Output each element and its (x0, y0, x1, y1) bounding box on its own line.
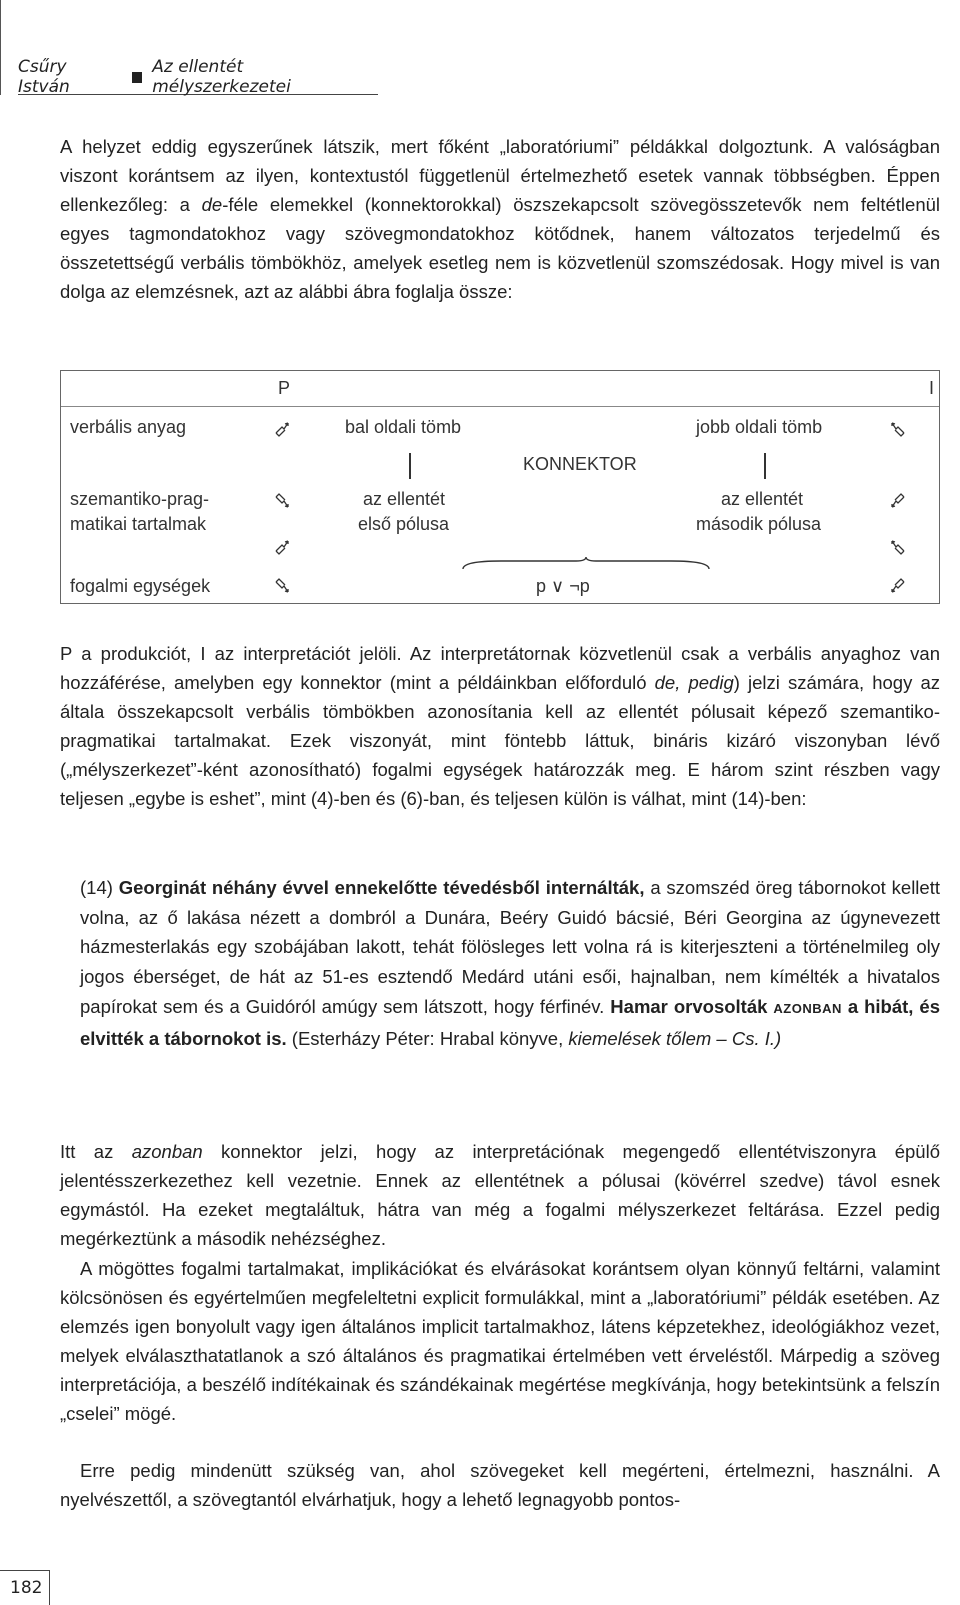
intro-text-1: A helyzet eddig egyszerűnek látszik, mert főként „laboratóriumi” példákkal dolgoztunk. A valóságban viszont korántsem az ilyen, kontextustól függetlenül értelmezhető esetek vannak többségben. Éppen ellenkezőleg: a (60, 136, 940, 215)
diagram-verbal-material: verbális anyag (70, 417, 187, 437)
explain-text-1: P a produkciót, I az interpretációt jelöli. Az interpretátornak közvetlenül csak a verbális anyaghoz van hozzáférése, amelyben egy konnektor (mint a példáinkban előforduló (60, 643, 940, 693)
after-text-2: konnektor jelzi, hogy az interpretációnak megengedő ellentétviszonyra épülő jelentésszerkezethez kell vezetnie. Ennek az ellentétnek a pólusai (kövérrel szedve) távol esnek egymástól. Ha ezeket megtaláltuk, hátra van még a fogalmi mélyszerkezet feltárása. Ezzel pedig megérkeztünk a második nehézséghez. (60, 1141, 940, 1249)
right-connector-line (764, 453, 766, 479)
page-number-box (0, 1570, 50, 1605)
diagram-pole2-line2: második pólusa (696, 514, 822, 534)
example-14 (80, 873, 940, 1053)
pointing-hand-up-icon (887, 491, 907, 511)
after-paragraph-1 (60, 1138, 940, 1254)
diagram-connector: KONNEKTOR (523, 454, 637, 474)
diagram-pole1-line1: az ellentét (363, 489, 446, 509)
diagram-semprag-line1: szemantiko-prag- (70, 489, 210, 509)
example-italic: kiemelések tőlem – Cs. I.) (568, 1027, 782, 1049)
example-bold-1: Georginát néhány évvel ennekelőtte tévedésből internálták, (118, 877, 645, 898)
intro-paragraph (60, 133, 940, 306)
example-text-1: a szomszéd öreg tábornokot kellett volna, az ő lakása nézett a dombról a Dunára, Beéry Guidó bácsié, Béri Georgina az úgynevezett házmesterlakás egy szobájában lakott, tehát fölösleges lett volna rá is kiterjeszteni a történelmileg oly jogos éberséget, de hát az 51-es esztendő Medárd utáni esői, hajnalban, nem kímélték a hivatalos papírokat sem és a Guidóról amúgy sem látszott, hogy férfinév. (80, 877, 940, 1017)
diagram-i-label: I (929, 378, 935, 398)
example-number: (14) (80, 877, 119, 898)
pointing-hand-up-icon (887, 576, 907, 596)
after-paragraph-2: A mögöttes fogalmi tartalmakat, implikációkat és elvárásokat korántsem olyan könnyű feltárni, valamint kölcsönösen és egyértelműen megfeleltetni explicit formulákkal, mint a „laboratóriumi” példák esetében. Az elemzés igen bonyolult vagy igen általános implicit tartalmakhoz, látens képzetekhez, ideológiákhoz vezet, melyek elválaszthatatlanok a szó általános és pragmatikai értelmében vett érveléstől. Márpedig a szöveg interpretációja, a beszélő indítékainak és szándékainak megértése megkívánja, hogy betekintsünk a felszín „cselei” mögé. (60, 1258, 940, 1424)
intro-text-2: -féle elemekkel (konnektorokkal) öszszekapcsolt szövegösszetevők nem feltétlenül egyes tagmondatokhoz vagy szövegmondatokhoz kötődnek, hanem változatos terjedelmű és összetettségű verbális tömbökhöz, amelyek esetleg nem is közvetlenül szomszédosak. Hogy mivel is van dolga az elemzésnek, azt az alábbi ábra foglalja össze: (60, 193, 941, 302)
explain-italic: de, pedig (654, 671, 734, 693)
example-bold-3: a hibát, és elvitték a tábornokot is. (80, 995, 940, 1049)
running-header (18, 57, 378, 97)
diagram (60, 370, 940, 604)
example-text-2: (Esterházy Péter: Hrabal könyve, (286, 1027, 569, 1049)
example-smallcaps: AZONBAN (773, 1000, 842, 1016)
pointing-hand-up-icon (273, 491, 293, 511)
diagram-left-block: bal oldali tömb (345, 417, 462, 437)
margin-line (0, 0, 1, 95)
diagram-concept-units: fogalmi egységek (70, 576, 211, 596)
explanation-paragraph (60, 640, 940, 813)
intro-de: de (201, 193, 223, 215)
after-paragraph-3: Erre pedig mindenütt szükség van, ahol szövegeket kell megérteni, értelmezni, használni. A nyelvészettől, a szövegtantól elvárhatjuk, hogy a lehető legnagyobb pontos- (60, 1460, 940, 1510)
pointing-hand-down-icon (273, 537, 293, 557)
after-text-1: Itt az (60, 1141, 132, 1162)
left-connector-line (409, 453, 411, 479)
diagram-pole1-line2: első pólusa (358, 514, 450, 534)
header-title: Az ellentét mélyszerkezetei (152, 57, 291, 97)
header-author: Csűry István (18, 57, 70, 97)
pointing-hand-down-icon (887, 419, 907, 439)
pointing-hand-down-icon (887, 537, 907, 557)
example-bold-2: Hamar orvosolták (610, 995, 774, 1017)
page-number: 182 (10, 1578, 43, 1598)
diagram-right-block: jobb oldali tömb (696, 417, 823, 437)
diagram-pole2-line1: az ellentét (721, 489, 804, 509)
square-bullet-icon (132, 72, 143, 83)
pointing-hand-up-icon (273, 576, 293, 596)
explain-text-2: ) jelzi számára, hogy az általa összekapcsolt verbális tömbökben azonosítania kell az ellentét pólusait képező szemantiko-pragmatikai tartalmakat. Ezek viszonyát, mint föntebb láttuk, bináris kizáró viszonyban lévő („mélyszerkezet”-ként azonosítható) fogalmi egységek határozzák meg. E három szint részben vagy teljesen „egybe is eshet”, mint (4)-ben és (6)-ban, és teljesen külön is válhat, mint (14)-ben: (60, 671, 941, 809)
brace-icon (461, 557, 711, 573)
diagram-semprag-line2: matikai tartalmak (70, 514, 207, 534)
diagram-separator (61, 406, 939, 407)
diagram-p-label: P (278, 378, 291, 398)
diagram-formula: p ∨ ¬p (536, 576, 590, 596)
pointing-hand-down-icon (273, 419, 293, 439)
after-azonban: azonban (131, 1141, 203, 1162)
